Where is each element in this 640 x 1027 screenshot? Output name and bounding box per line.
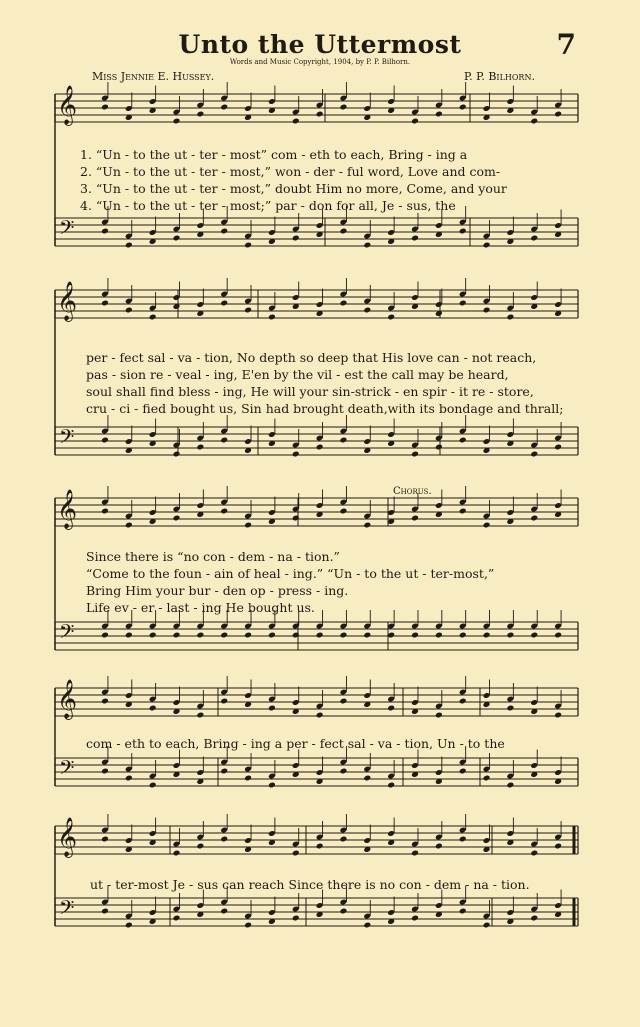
system-4-treble-note [268, 705, 276, 712]
system-4-bass-note [125, 775, 133, 782]
system-5-bass-note [340, 908, 348, 915]
system-2-treble-note [244, 307, 252, 314]
system-4-bass-note [149, 782, 157, 789]
system-3-bass-note [340, 632, 348, 639]
system-1-treble-note [173, 118, 181, 125]
system-5-bass-note [173, 915, 181, 922]
system-5-bass-note [459, 908, 467, 915]
system-3-bass-note [268, 632, 276, 639]
system-1-treble-note [196, 111, 204, 118]
system-2-treble-note [101, 300, 109, 307]
system-5-treble-note [220, 836, 228, 843]
system-5-treble-clef: 𝄞 [57, 817, 78, 857]
system-4-treble-note [506, 705, 514, 712]
system-2-treble-note [125, 307, 133, 314]
lyric-verse-3: soul shall find bless - ing, He will your sin-strick - en spir - it re - store, [86, 384, 534, 399]
system-2-bass-note [220, 437, 228, 444]
system-4-bass-note [363, 775, 371, 782]
system-3-bass-note [554, 632, 562, 639]
system-5-treble-note [411, 850, 419, 857]
lyric-verse-4: cru - ci - fied bought us, Sin had brought death,with its bondage and thrall; [86, 401, 564, 416]
system-4-treble-note [459, 698, 467, 705]
system-1-bass-note [411, 235, 419, 242]
lyric-verse-1: Since there is “no con - dem - na - tion.” [86, 549, 340, 564]
system-4-bass-note [506, 782, 514, 789]
system-4-treble-note [220, 698, 228, 705]
system-2-treble-note [340, 300, 348, 307]
system-2-treble-note [220, 300, 228, 307]
lyric-verse-3: 3. “Un - to the ut - ter - most,” doubt Him no more, Come, and your [80, 181, 507, 196]
system-2-bass-note [173, 451, 181, 458]
lyrics-system-4 [86, 735, 505, 752]
lyrics-system-5 [90, 876, 530, 893]
lyric-chorus-line: com - eth to each, Bring - ing a per - fect sal - va - tion, Un - to the [86, 736, 505, 751]
system-1-bass-note [483, 242, 491, 249]
lyrics-system-2 [86, 349, 563, 417]
system-3-treble-note [340, 508, 348, 515]
system-1-bass-note [292, 235, 300, 242]
system-2-bass-note [196, 444, 204, 451]
system-1-treble-note [554, 111, 562, 118]
system-3-bass-note [435, 632, 443, 639]
system-1-bass-clef: 𝄢 [59, 216, 75, 244]
lyricist-credit: Miss Jennie E. Hussey. [92, 70, 215, 83]
system-4-treble-note [196, 712, 204, 719]
system-1-treble-note [220, 104, 228, 111]
lyric-verse-4: Life ev - er - last - ing He bought us. [86, 600, 315, 615]
system-1-bass-note [125, 242, 133, 249]
system-2-bass-note [292, 451, 300, 458]
system-3-bass-note [530, 632, 538, 639]
system-4-treble-note [387, 705, 395, 712]
system-3-treble-note [459, 508, 467, 515]
system-4-treble-note [340, 698, 348, 705]
system-2-treble-clef: 𝄞 [57, 281, 78, 321]
system-2-bass-note [459, 437, 467, 444]
system-1-treble-note [459, 104, 467, 111]
lyric-verse-2: 2. “Un - to the ut - ter - most,” won - der - ful word, Love and com- [80, 164, 501, 179]
hymn-title: Unto the Uttermost [178, 30, 462, 59]
system-5-bass-clef: 𝄢 [59, 896, 75, 924]
system-1-treble-note [316, 111, 324, 118]
system-2-treble-note [149, 314, 157, 321]
system-3-bass-note [196, 632, 204, 639]
system-3-bass-note [506, 632, 514, 639]
system-5-treble-note [316, 843, 324, 850]
system-4-bass-note [483, 775, 491, 782]
system-1-bass-note [101, 228, 109, 235]
page-number: 7 [556, 28, 576, 61]
system-2-treble-note [506, 314, 514, 321]
system-2-bass-note [411, 451, 419, 458]
system-1-treble-note [101, 104, 109, 111]
system-5-treble-note [459, 836, 467, 843]
system-5-bass-note [125, 922, 133, 929]
system-5-bass-note [363, 922, 371, 929]
system-3-treble-clef: 𝄞 [57, 489, 78, 529]
system-2-treble-note [459, 300, 467, 307]
system-5-bass-note [411, 915, 419, 922]
system-1-treble-note [435, 111, 443, 118]
system-5-treble-note [530, 850, 538, 857]
system-2-bass-note [435, 444, 443, 451]
system-3-treble-note [220, 508, 228, 515]
system-1-bass-note [530, 235, 538, 242]
system-4-bass-note [340, 768, 348, 775]
lyrics-system-1 [80, 146, 507, 214]
system-3-bass-note [149, 632, 157, 639]
system-3-treble-note [411, 515, 419, 522]
lyric-chorus-line: ut - ter-most Je - sus can reach Since there is no con - dem - na - tion. [90, 877, 530, 892]
system-5-bass-note [530, 915, 538, 922]
system-3-bass-note [363, 632, 371, 639]
system-5-bass-note [101, 908, 109, 915]
system-2-bass-note [554, 444, 562, 451]
system-1-treble-note [530, 118, 538, 125]
system-1-bass-note [173, 235, 181, 242]
system-4-treble-clef: 𝄞 [57, 679, 78, 719]
system-3-bass-note [316, 632, 324, 639]
system-1-bass-note [459, 228, 467, 235]
system-3-bass-note [244, 632, 252, 639]
system-2-bass-note [530, 451, 538, 458]
system-3-bass-note [220, 632, 228, 639]
system-1-treble-note [292, 118, 300, 125]
lyric-verse-2: pas - sion re - veal - ing, E'en by the vil - est the call may be heard, [86, 367, 509, 382]
system-5-bass-note [483, 922, 491, 929]
system-3-bass-note [411, 632, 419, 639]
system-3-bass-note [483, 632, 491, 639]
system-4-treble-note [554, 712, 562, 719]
system-5-treble-note [340, 836, 348, 843]
system-2-treble-note [363, 307, 371, 314]
system-2-bass-note [340, 437, 348, 444]
lyric-verse-2: “Come to the foun - ain of heal - ing.” “Un - to the ut - ter-most,” [86, 566, 495, 581]
system-1-treble-note [411, 118, 419, 125]
system-4-treble-note [316, 712, 324, 719]
system-5-treble-note [292, 850, 300, 857]
lyric-verse-4: 4. “Un - to the ut - ter - most;” par - don for all, Je - sus, the [80, 198, 456, 213]
system-5-treble-note [435, 843, 443, 850]
system-1-treble-note [340, 104, 348, 111]
system-2-treble-note [483, 307, 491, 314]
system-1-bass-note [220, 228, 228, 235]
system-4-bass-note [244, 775, 252, 782]
system-2-bass-note [101, 437, 109, 444]
system-3-bass-note [101, 632, 109, 639]
system-5-bass-note [244, 922, 252, 929]
system-5-treble-note [173, 850, 181, 857]
system-3-bass-note [173, 632, 181, 639]
system-1-bass-note [340, 228, 348, 235]
system-3-treble-note [101, 508, 109, 515]
system-5-treble-note [554, 843, 562, 850]
system-4-bass-note [387, 782, 395, 789]
system-5-bass-note [220, 908, 228, 915]
system-1-treble-clef: 𝄞 [57, 85, 78, 125]
system-4-bass-note [220, 768, 228, 775]
system-5-bass-note [292, 915, 300, 922]
composer-credit: P. P. Bilhorn. [464, 70, 535, 83]
system-4-treble-note [101, 698, 109, 705]
system-4-treble-note [435, 712, 443, 719]
system-4-bass-clef: 𝄢 [59, 756, 75, 784]
system-2-treble-note [268, 314, 276, 321]
lyrics-system-3 [86, 548, 494, 616]
system-4-treble-note [149, 705, 157, 712]
system-1-bass-note [363, 242, 371, 249]
system-3-treble-note [363, 522, 371, 529]
system-5-treble-note [101, 836, 109, 843]
system-4-bass-note [101, 768, 109, 775]
system-1-bass-note [244, 242, 252, 249]
system-4-bass-note [459, 768, 467, 775]
system-3-treble-note [125, 522, 133, 529]
system-4-bass-note [268, 782, 276, 789]
system-2-treble-note [387, 314, 395, 321]
lyric-verse-1: per - fect sal - va - tion, No depth so deep that His love can - not reach, [86, 350, 537, 365]
system-3-treble-note [244, 522, 252, 529]
system-2-bass-clef: 𝄢 [59, 425, 75, 453]
system-3-treble-note [530, 515, 538, 522]
copyright-notice: Words and Music Copyright, 1904, by P. P. Bilhorn. [229, 58, 411, 66]
system-5-treble-note [196, 843, 204, 850]
chorus-label: Chorus. [393, 486, 432, 497]
system-2-bass-note [316, 444, 324, 451]
system-3-bass-clef: 𝄢 [59, 620, 75, 648]
lyric-verse-3: Bring Him your bur - den op - press - ing. [86, 583, 349, 598]
system-3-treble-note [483, 522, 491, 529]
system-3-bass-note [459, 632, 467, 639]
system-3-treble-note [173, 515, 181, 522]
system-3-bass-note [125, 632, 133, 639]
lyric-verse-1: 1. “Un - to the ut - ter - most” com - eth to each, Bring - ing a [80, 147, 468, 162]
